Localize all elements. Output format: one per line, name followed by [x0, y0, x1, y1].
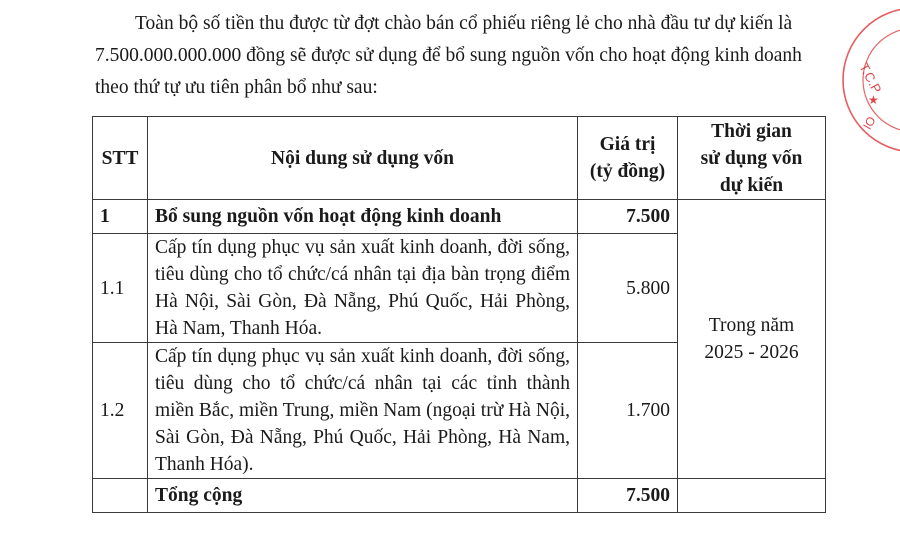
svg-text:T.C.P: T.C.P: [856, 60, 885, 96]
row-stt: 1.2: [93, 343, 148, 479]
red-seal-stamp: [820, 0, 900, 160]
total-time-cell: [678, 479, 826, 513]
header-value: [578, 117, 678, 200]
header-value-line-1: Giá trị: [599, 134, 656, 155]
header-time: [678, 117, 826, 200]
row-content: Bổ sung nguồn vốn hoạt động kinh doanh: [148, 200, 578, 234]
row-content: Cấp tín dụng phục vụ sản xuất kinh doanh, đời sống, tiêu dùng cho tổ chức/cá nhân tại địa bàn trọng điểm Hà Nội, Sài Gòn, Đà Nẵng, Phú Quốc, Hải Phòng, Hà Nam, Thanh Hóa.: [148, 234, 578, 343]
time-period-line-2: 2025 - 2026: [704, 342, 799, 363]
header-stt: STT: [93, 117, 148, 200]
svg-text:IO: IO: [860, 113, 879, 132]
row-stt: 1.1: [93, 234, 148, 343]
row-content: Cấp tín dụng phục vụ sản xuất kinh doanh, đời sống, tiêu dùng cho tổ chức/cá nhân tại các tỉnh thành miền Bắc, miền Trung, miền Nam (ngoại trừ Hà Nội, Sài Gòn, Đà Nẵng, Phú Quốc, Hải Phòng, Hà Nam, Thanh Hóa).: [148, 343, 578, 479]
row-stt: [93, 479, 148, 513]
intro-line-3: theo thứ tự ưu tiên phân bổ như sau:: [95, 77, 378, 98]
header-content: Nội dung sử dụng vốn: [148, 117, 578, 200]
row-stt: 1: [93, 200, 148, 234]
row-value: 5.800: [578, 234, 678, 343]
capital-usage-table: [92, 116, 826, 513]
intro-paragraph: [95, 8, 825, 104]
row-value: 7.500: [578, 200, 678, 234]
row-value: 1.700: [578, 343, 678, 479]
intro-line-1: Toàn bộ số tiền thu được từ đợt chào bán cổ phiếu riêng lẻ cho nhà đầu tư dự kiến là: [135, 13, 793, 34]
total-value: 7.500: [578, 479, 678, 513]
header-time-line-3: dự kiến: [719, 174, 784, 196]
table-row: [93, 200, 826, 234]
time-period-line-1: Trong năm: [708, 315, 795, 336]
total-label: Tổng cộng: [148, 479, 578, 513]
time-period-cell: [678, 200, 826, 479]
intro-line-2: 7.500.000.000.000 đồng sẽ được sử dụng để bổ sung nguồn vốn cho hoạt động kinh doanh: [95, 45, 802, 66]
table-total-row: [93, 479, 826, 513]
header-time-line-1: Thời gian: [711, 120, 792, 142]
table-header-row: [93, 117, 826, 200]
header-value-line-2: (tỷ đồng): [589, 161, 666, 182]
svg-text:★: ★: [868, 93, 879, 107]
header-time-line-2: sử dụng vốn: [700, 147, 803, 169]
